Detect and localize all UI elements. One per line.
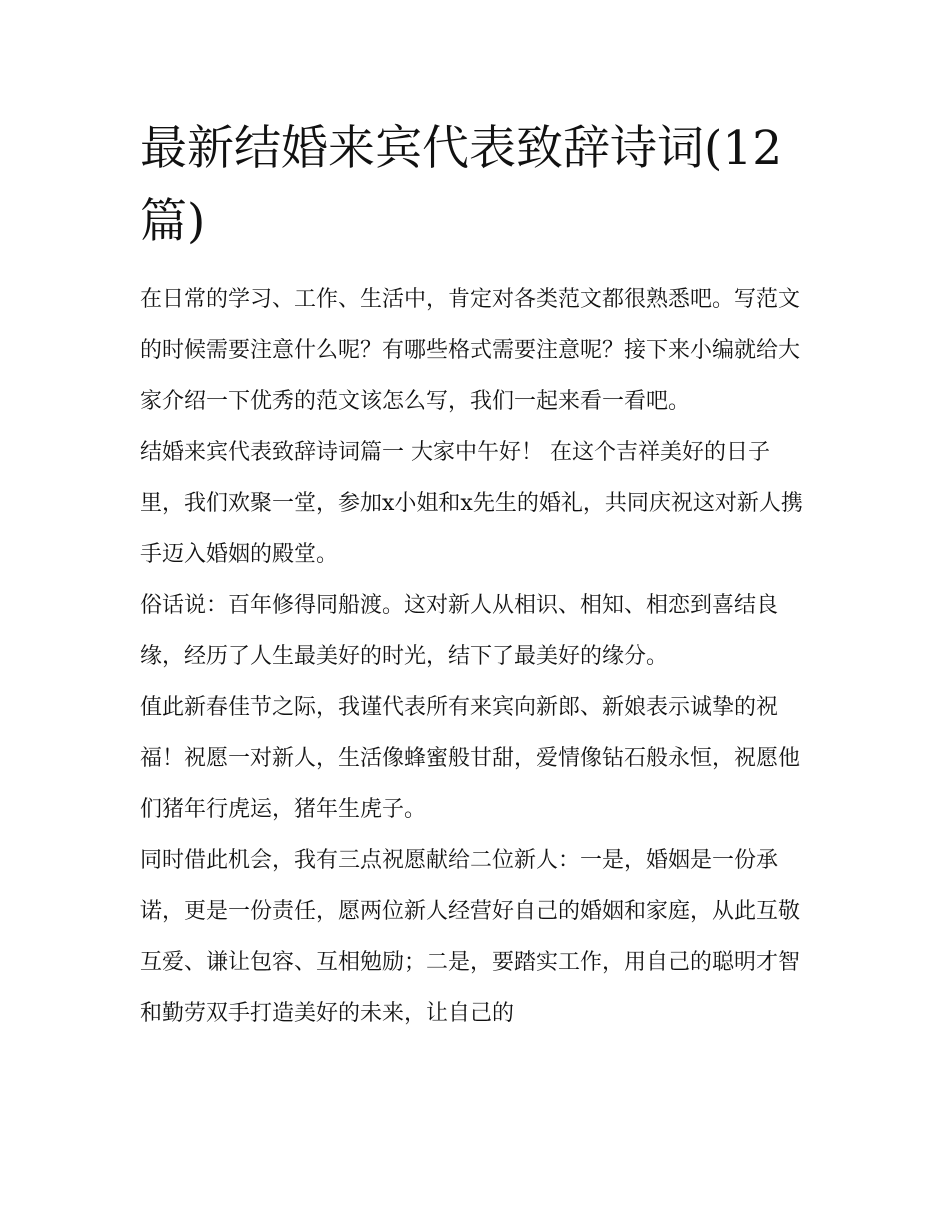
document-body xyxy=(140,274,810,1039)
paragraph-proverb: 俗话说：百年修得同船渡。这对新人从相识、相知、相恋到喜结良缘，经历了人生最美好的时光，结下了最美好的缘分。 xyxy=(140,593,779,669)
paragraph-greeting: 结婚来宾代表致辞诗词篇一 大家中午好！ 在这个吉祥美好的日子里，我们欢聚一堂，参加x小姐和x先生的婚礼，共同庆祝这对新人携手迈入婚姻的殿堂。 xyxy=(140,440,803,567)
paragraph-wishes: 同时借此机会，我有三点祝愿献给二位新人：一是，婚姻是一份承诺，更是一份责任，愿两位新人经营好自己的婚姻和家庭，从此互敬互爱、谦让包容、互相勉励；二是，要踏实工作，用自己的聪明才智和勤劳双手打造美好的未来，让自己的 xyxy=(140,848,801,1026)
paragraph-intro: 在日常的学习、工作、生活中，肯定对各类范文都很熟悉吧。写范文的时候需要注意什么呢？有哪些格式需要注意呢？接下来小编就给大家介绍一下优秀的范文该怎么写，我们一起来看一看吧。 xyxy=(140,287,801,414)
paragraph-blessing: 值此新春佳节之际，我谨代表所有来宾向新郎、新娘表示诚挚的祝福！祝愿一对新人，生活像蜂蜜般甘甜，爱情像钻石般永恒，祝愿他们猪年行虎运，猪年生虎子。 xyxy=(140,695,801,822)
page-title: 最新结婚来宾代表致辞诗词(12篇) xyxy=(140,121,783,249)
